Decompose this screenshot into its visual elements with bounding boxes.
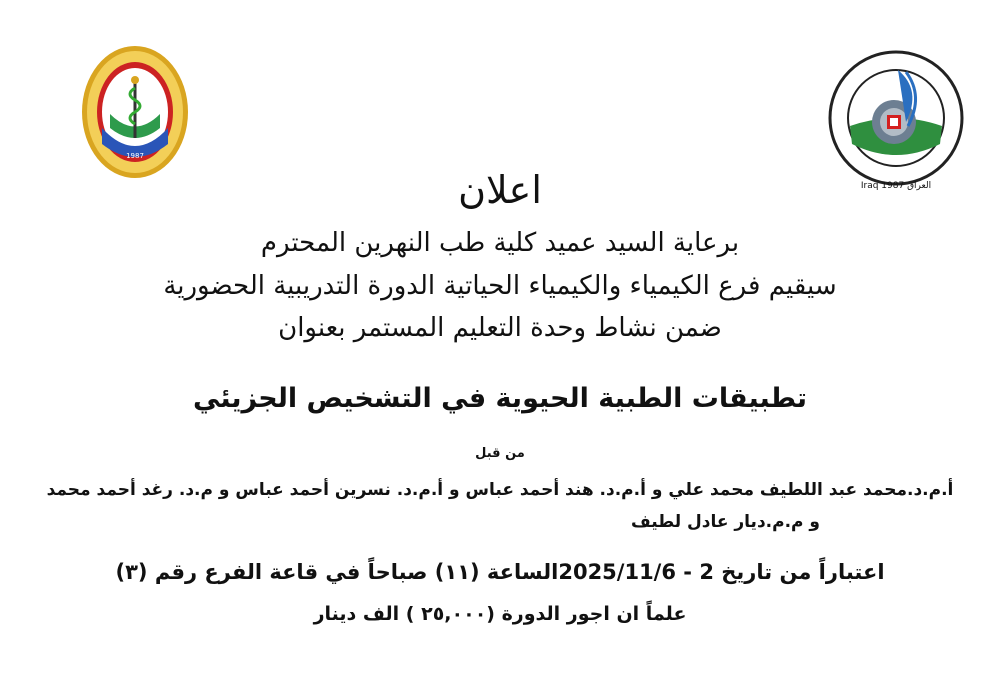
presenters-line-1: أ.م.د.محمد عبد اللطيف محمد علي و أ.م.د. هند أحمد عباس و أ.م.د. نسرين أحمد عباس و م.د. رغد أحمد محمد [46,480,954,500]
sponsorship-line: برعاية السيد عميد كلية طب النهرين المحترم [260,228,740,258]
college-of-medicine-logo [80,44,190,180]
course-fee-line: علماً ان اجور الدورة (٢٥,٠٠٠ ) الف دينار [313,603,687,625]
presented-by-label: من قبل [475,446,525,461]
program-line: ضمن نشاط وحدة التعليم المستمر بعنوان [278,313,722,343]
logo-left-year: 1987 [126,152,144,160]
course-topic: تطبيقات الطبية الحيوية في التشخيص الجزيئي [193,383,807,414]
logo-right-caption: Iraq 1987 العراق [860,181,932,191]
presenters-line-2: و م.م.ديار عادل لطيف [630,512,820,532]
announcement-title: اعلان [458,168,542,212]
schedule-line: اعتباراً من تاريخ 2 - 2025/11/6الساعة (١١) صباحاً في قاعة الفرع رقم (٣) [115,560,885,584]
course-organizer-line: سيقيم فرع الكيمياء والكيمياء الحياتية الدورة التدريبية الحضورية [163,271,837,301]
